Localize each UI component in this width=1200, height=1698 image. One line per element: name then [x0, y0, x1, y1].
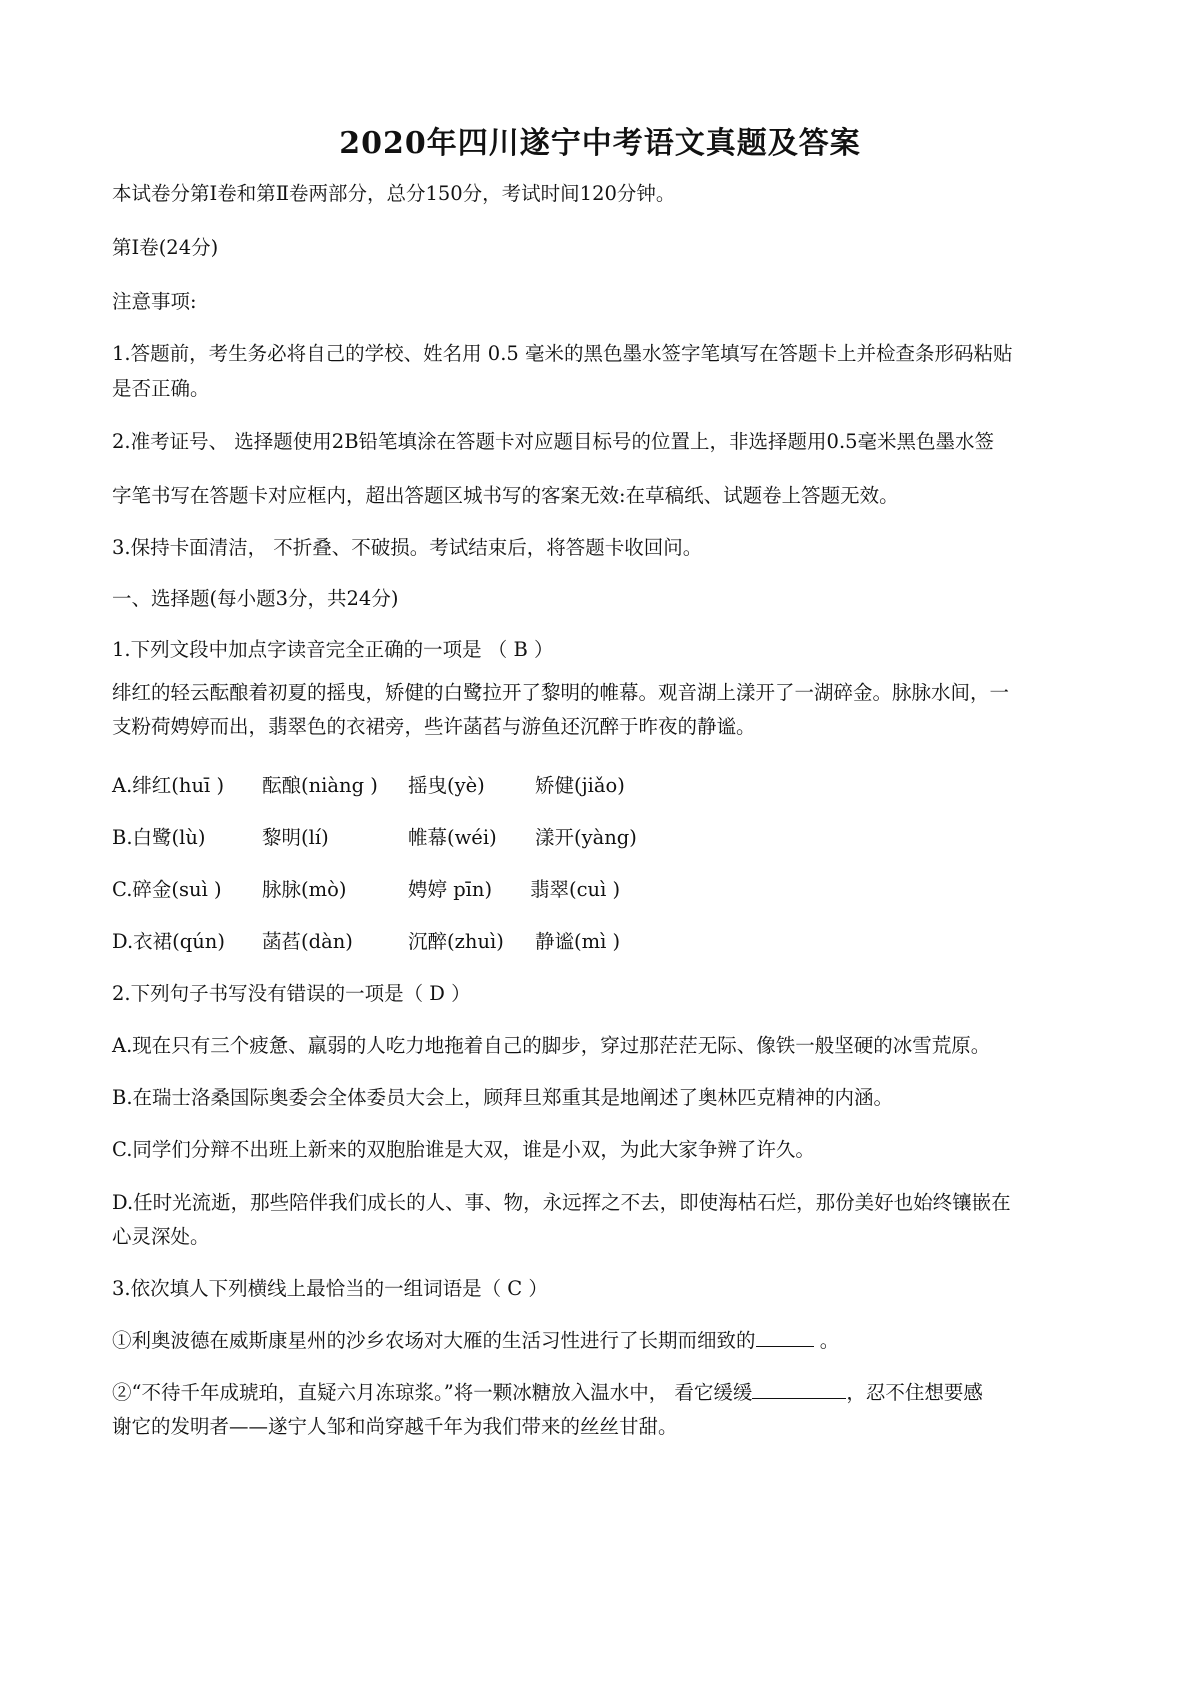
option-b-4: 漾开(yàng) — [535, 826, 637, 849]
option-c-4: 翡翠(cuì ) — [530, 878, 621, 901]
notice-title: 注意事项: — [112, 290, 197, 313]
option-c-1: C.碎金(suì ) — [112, 878, 222, 901]
question-3-stem: 3.依次填人下列横线上最恰当的一组词语是（ C ） — [112, 1277, 548, 1300]
option-a-1: A.绯红(huī ) — [112, 774, 225, 797]
option-d-2: 菡萏(dàn) — [262, 930, 353, 953]
sentence-1-end: 。 — [813, 1329, 840, 1352]
notice-item: 字笔书写在答题卡对应框内，超出答题区城书写的客案无效:在草稿纸、试题卷上答题无效。 — [112, 484, 899, 507]
fill-blank[interactable] — [756, 1328, 814, 1347]
option-b-2: 黎明(lí) — [262, 826, 329, 849]
sentence-2-text: ②“不待千年成琥珀，直疑六月冻琼浆。”将一颗冰糖放入温水中， 看它缓缓 — [112, 1381, 753, 1404]
option-d-3: 沉醉(zhuì) — [408, 930, 504, 953]
section-heading: 第Ⅰ卷(24分) — [112, 236, 219, 259]
option-c-3: 娉婷 pīn) — [408, 878, 493, 901]
option-d-4: 静谧(mì ) — [535, 930, 621, 953]
option-a-4: 矫健(jiǎo) — [535, 774, 625, 797]
question-3-sentence-1 — [112, 1327, 1102, 1355]
question-2-stem: 2.下列句子书写没有错误的一项是（ D ） — [112, 982, 471, 1005]
question-2-option-d: 心灵深处。 — [112, 1225, 210, 1248]
question-1-passage: 绯红的轻云酝酿着初夏的摇曳，矫健的白鹭拉开了黎明的帷幕。观音湖上漾开了一湖碎金。脉脉水间，一 — [112, 681, 1010, 704]
option-c-2: 脉脉(mò) — [262, 878, 347, 901]
question-1-passage: 支粉荷娉婷而出，翡翠色的衣裙旁，些许菡萏与游鱼还沉醉于昨夜的静谧。 — [112, 715, 756, 738]
question-3-sentence-2-cont: 谢它的发明者——遂宁人邹和尚穿越千年为我们带来的丝丝甘甜。 — [112, 1415, 678, 1438]
page-title: 2020年四川遂宁中考语文真题及答案 — [339, 126, 861, 161]
notice-item: 1.答题前，考生务必将自己的学校、姓名用 0.5 毫米的黑色墨水签字笔填写在答题卡上并检查条形码粘贴 — [112, 342, 1013, 365]
question-2-option-c: C.同学们分辩不出班上新来的双胞胎谁是大双，谁是小双，为此大家争辨了许久。 — [112, 1138, 815, 1161]
question-2-option-d: D.任时光流逝，那些陪伴我们成长的人、事、物，永远挥之不去，即使海枯石烂，那份美好也始终镶嵌在 — [112, 1191, 1011, 1214]
sentence-2-end: ，忍不住想要感 — [846, 1381, 983, 1404]
part-heading: 一、选择题(每小题3分，共24分) — [112, 587, 399, 610]
option-a-2: 酝酿(niàng ) — [262, 774, 378, 797]
question-3-sentence-2 — [112, 1379, 1102, 1407]
option-d-1: D.衣裙(qún) — [112, 930, 225, 953]
option-b-1: B.白鹭(lù) — [112, 826, 206, 849]
sentence-1-text: ①利奥波德在威斯康星州的沙乡农场对大雁的生活习性进行了长期而细致的 — [112, 1329, 756, 1352]
fill-blank[interactable] — [752, 1380, 846, 1399]
notice-item: 3.保持卡面清洁， 不折叠、不破损。考试结束后，将答题卡收回问。 — [112, 536, 703, 559]
exam-intro: 本试卷分第Ⅰ卷和第Ⅱ卷两部分，总分150分，考试时间120分钟。 — [112, 182, 676, 205]
question-2-option-a: A.现在只有三个疲惫、羸弱的人吃力地拖着自己的脚步，穿过那茫茫无际、像铁一般坚硬的冰雪荒原。 — [112, 1034, 991, 1057]
question-2-option-b: B.在瑞士洛桑国际奥委会全体委员大会上，顾拜旦郑重其是地阐述了奥林匹克精神的内涵。 — [112, 1086, 894, 1109]
notice-item: 2.准考证号、 选择题使用2B铅笔填涂在答题卡对应题目标号的位置上，非选择题用0.5毫米黑色墨水签 — [112, 430, 995, 453]
option-b-3: 帷幕(wéi) — [408, 826, 497, 849]
question-1-stem: 1.下列文段中加点字读音完全正确的一项是 （ B ） — [112, 638, 554, 661]
notice-item: 是否正确。 — [112, 377, 210, 400]
option-a-3: 摇曳(yè) — [408, 774, 485, 797]
